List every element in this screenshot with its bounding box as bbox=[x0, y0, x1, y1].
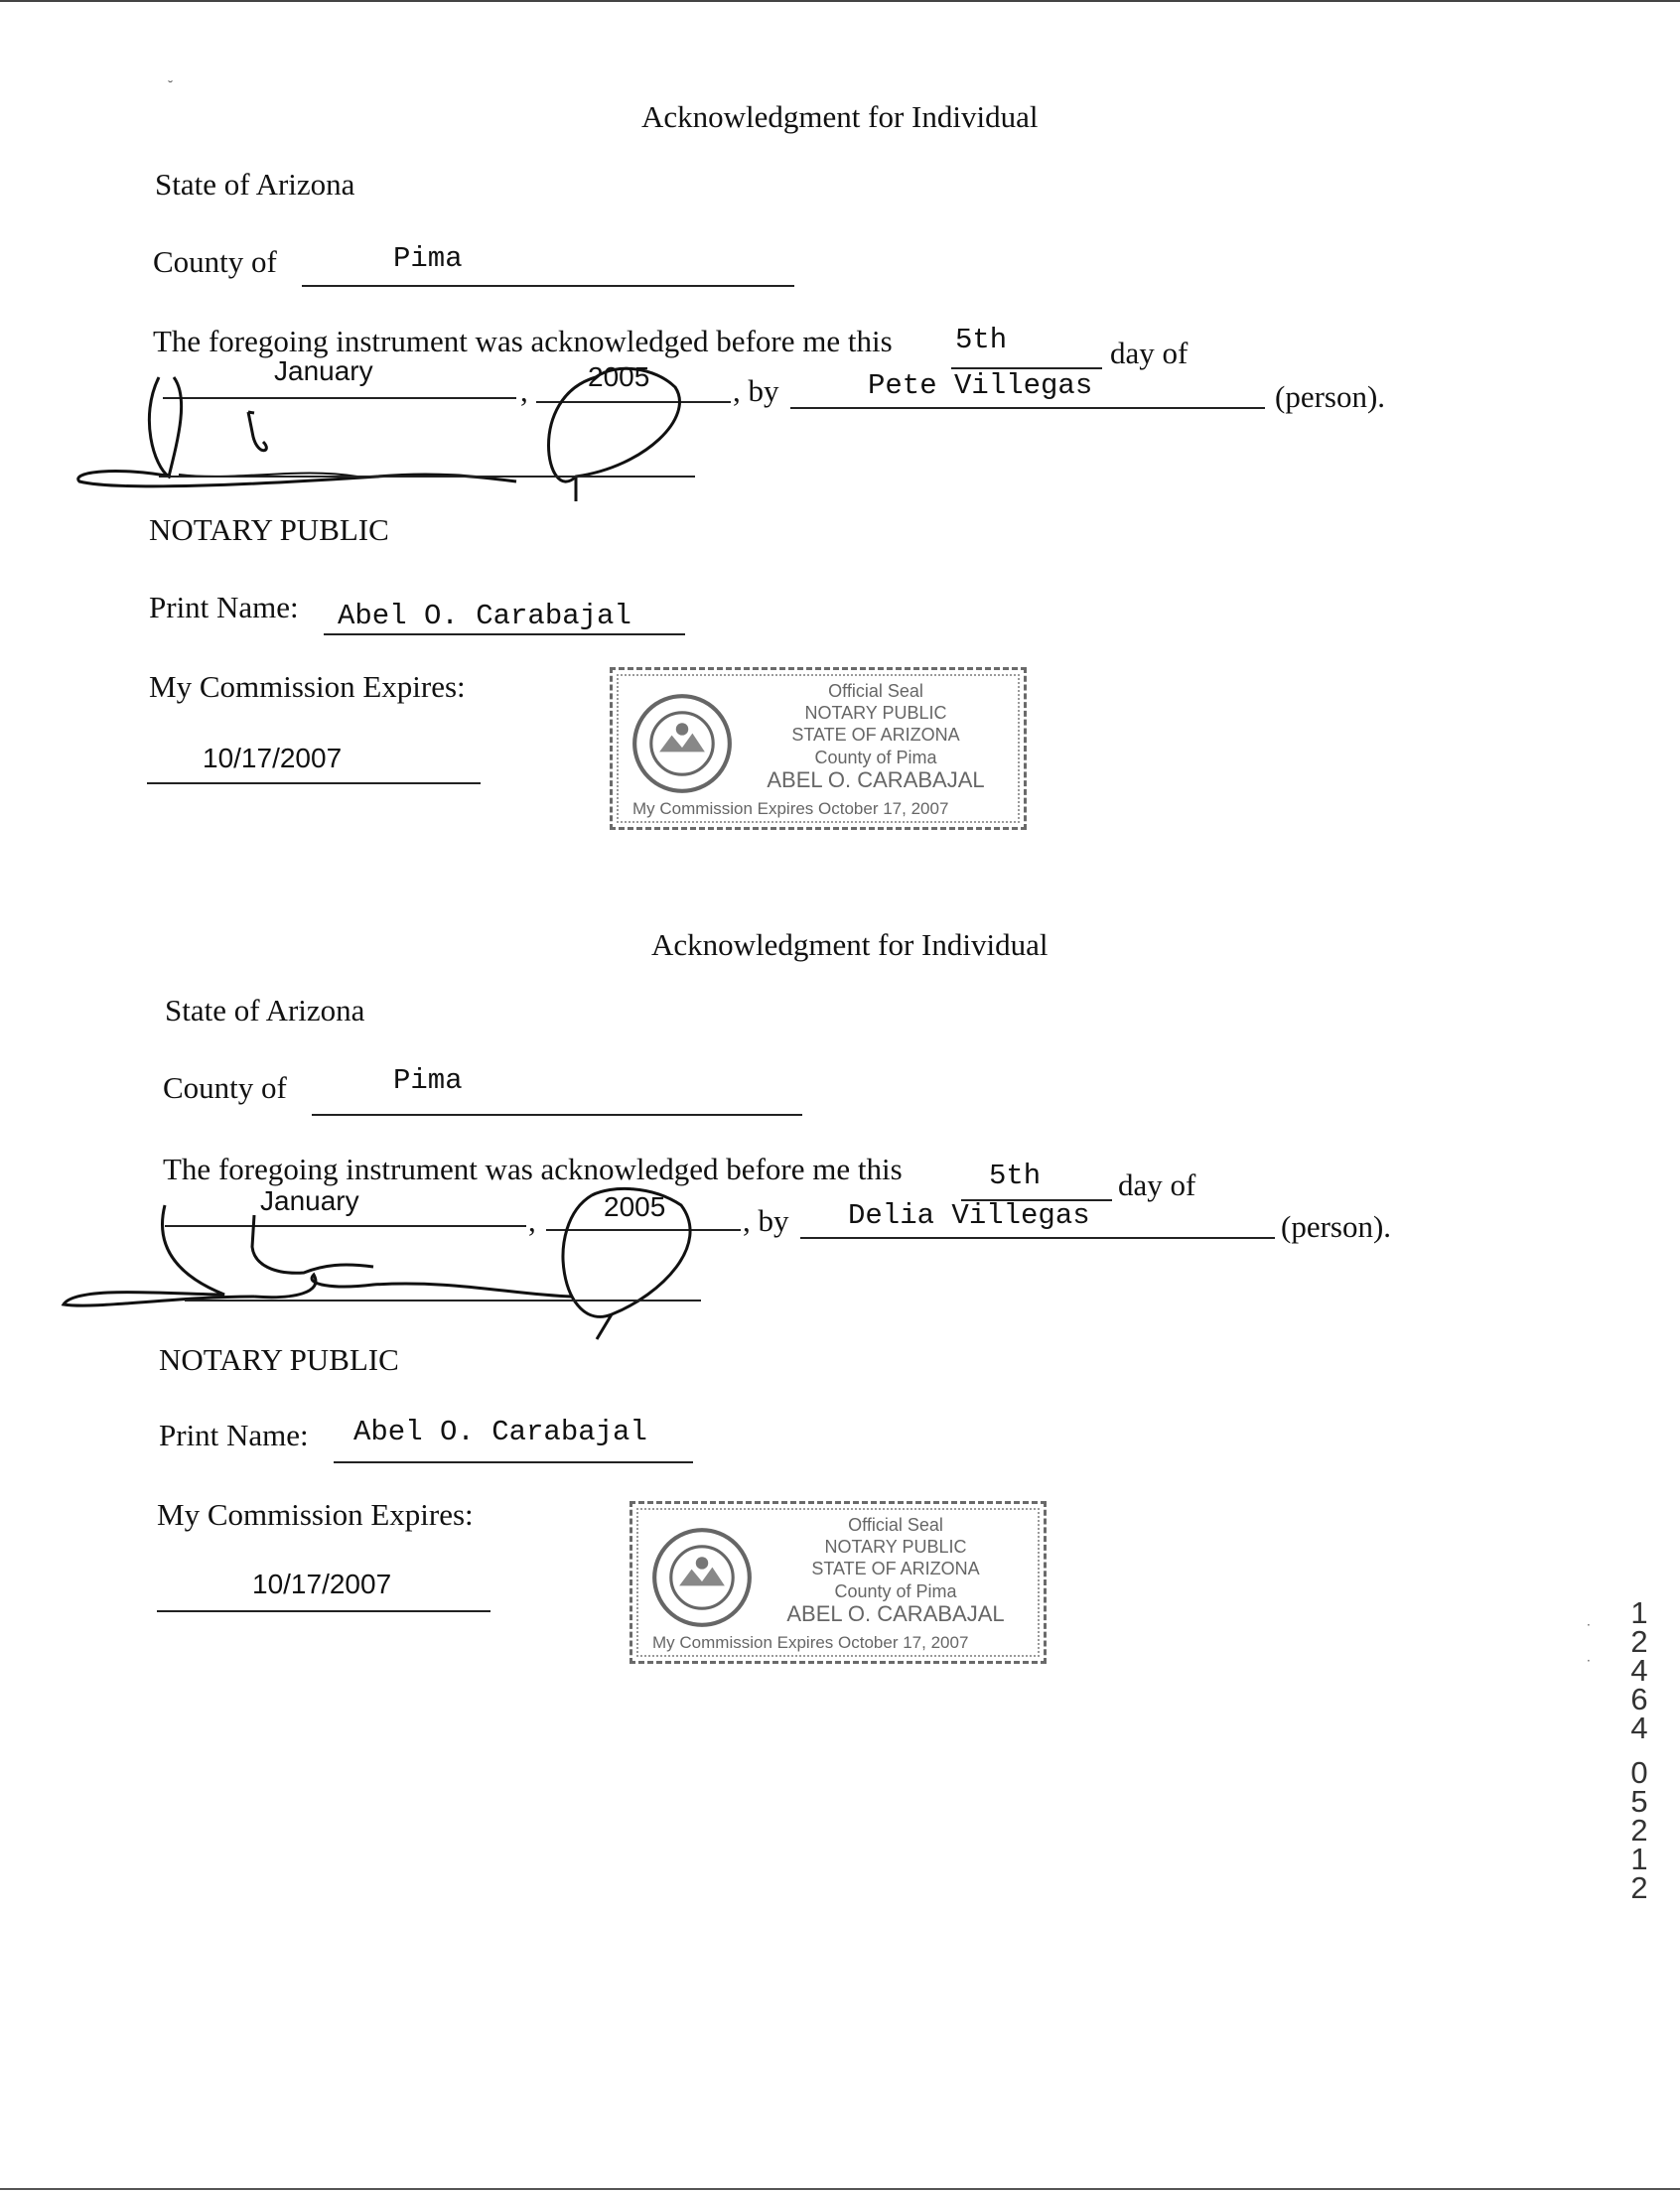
state-line: State of Arizona bbox=[165, 993, 365, 1028]
year-value: 2005 bbox=[588, 361, 650, 392]
stamp-line-4: County of Pima bbox=[834, 1581, 957, 1601]
arizona-seal-icon bbox=[650, 1526, 754, 1629]
commission-underline bbox=[157, 1610, 490, 1612]
stamp-line-1: Official Seal bbox=[848, 1515, 943, 1535]
bottom-edge-line bbox=[0, 2188, 1680, 2190]
notary-signature-1 bbox=[60, 357, 715, 516]
county-label: County of bbox=[163, 1070, 287, 1105]
day-of-label: day of bbox=[1118, 1167, 1196, 1202]
scan-speck: ˘ bbox=[167, 79, 174, 95]
notary-public-label: NOTARY PUBLIC bbox=[149, 512, 389, 547]
ack-sentence: The foregoing instrument was acknowledged before me this bbox=[163, 1152, 903, 1186]
recording-digit: 0 bbox=[1630, 1755, 1648, 1790]
recording-digit: 4 bbox=[1630, 1711, 1648, 1745]
recording-digit: 6 bbox=[1630, 1682, 1648, 1716]
stamp-line-6: My Commission Expires October 17, 2007 bbox=[652, 1633, 969, 1652]
print-name-underline bbox=[334, 1461, 693, 1463]
recording-digit: 5 bbox=[1630, 1784, 1648, 1819]
stamp-line-1: Official Seal bbox=[828, 681, 923, 701]
recording-digit: 2 bbox=[1630, 1624, 1648, 1659]
commission-value: 10/17/2007 bbox=[203, 743, 343, 773]
commission-label: My Commission Expires: bbox=[149, 669, 466, 704]
county-underline bbox=[312, 1114, 802, 1116]
county-value: Pima bbox=[393, 1064, 463, 1097]
by-label: , by bbox=[733, 373, 779, 408]
scan-speck: · bbox=[1587, 1618, 1591, 1632]
county-value: Pima bbox=[393, 242, 463, 275]
person-value: Pete Villegas bbox=[868, 369, 1093, 402]
form-title: Acknowledgment for Individual bbox=[651, 927, 1049, 962]
recording-digit: 1 bbox=[1630, 1595, 1648, 1630]
stamp-line-2: NOTARY PUBLIC bbox=[824, 1537, 967, 1557]
print-name-label: Print Name: bbox=[149, 590, 299, 624]
acknowledgment-form-2 bbox=[0, 826, 1680, 1650]
recording-digit: 2 bbox=[1630, 1813, 1648, 1848]
person-underline bbox=[800, 1237, 1275, 1239]
commission-underline bbox=[147, 782, 481, 784]
commission-value: 10/17/2007 bbox=[252, 1569, 392, 1599]
day-value: 5th bbox=[989, 1160, 1042, 1192]
scan-speck: · bbox=[1587, 1654, 1591, 1668]
by-label: , by bbox=[743, 1203, 789, 1238]
acknowledgment-form-1 bbox=[0, 0, 1680, 824]
comma: , bbox=[520, 373, 528, 408]
state-line: State of Arizona bbox=[155, 167, 355, 202]
month-value: January bbox=[274, 355, 373, 386]
recording-number bbox=[1624, 1595, 1654, 1905]
county-underline bbox=[302, 285, 794, 287]
commission-label: My Commission Expires: bbox=[157, 1497, 474, 1532]
print-name-value: Abel O. Carabajal bbox=[338, 600, 631, 632]
notary-seal-stamp bbox=[630, 1501, 1047, 1664]
person-value: Delia Villegas bbox=[848, 1199, 1090, 1232]
print-name-value: Abel O. Carabajal bbox=[353, 1416, 647, 1448]
form-title: Acknowledgment for Individual bbox=[641, 99, 1039, 134]
notary-seal-stamp bbox=[610, 667, 1027, 830]
recording-digit: 4 bbox=[1630, 1653, 1648, 1688]
month-value: January bbox=[260, 1185, 359, 1216]
person-label: (person). bbox=[1275, 379, 1386, 414]
print-name-label: Print Name: bbox=[159, 1418, 309, 1452]
stamp-line-2: NOTARY PUBLIC bbox=[804, 703, 947, 723]
stamp-line-4: County of Pima bbox=[814, 748, 937, 767]
county-label: County of bbox=[153, 244, 277, 279]
person-underline bbox=[790, 407, 1265, 409]
recording-digit: 1 bbox=[1630, 1842, 1648, 1876]
ack-sentence: The foregoing instrument was acknowledged before me this bbox=[153, 324, 893, 358]
stamp-line-3: STATE OF ARIZONA bbox=[811, 1559, 980, 1578]
person-label: (person). bbox=[1281, 1209, 1392, 1244]
stamp-line-5: ABEL O. CARABAJAL bbox=[767, 767, 985, 792]
comma: , bbox=[528, 1203, 536, 1238]
recording-digit: 2 bbox=[1630, 1870, 1648, 1905]
stamp-line-3: STATE OF ARIZONA bbox=[791, 725, 960, 745]
stamp-line-5: ABEL O. CARABAJAL bbox=[786, 1601, 1005, 1626]
day-value: 5th bbox=[955, 324, 1008, 356]
day-of-label: day of bbox=[1110, 336, 1189, 370]
notary-public-label: NOTARY PUBLIC bbox=[159, 1342, 399, 1377]
arizona-seal-icon bbox=[630, 692, 734, 795]
year-value: 2005 bbox=[604, 1191, 666, 1222]
stamp-line-6: My Commission Expires October 17, 2007 bbox=[632, 799, 949, 818]
notary-signature-2 bbox=[56, 1185, 711, 1344]
print-name-underline bbox=[324, 633, 685, 635]
